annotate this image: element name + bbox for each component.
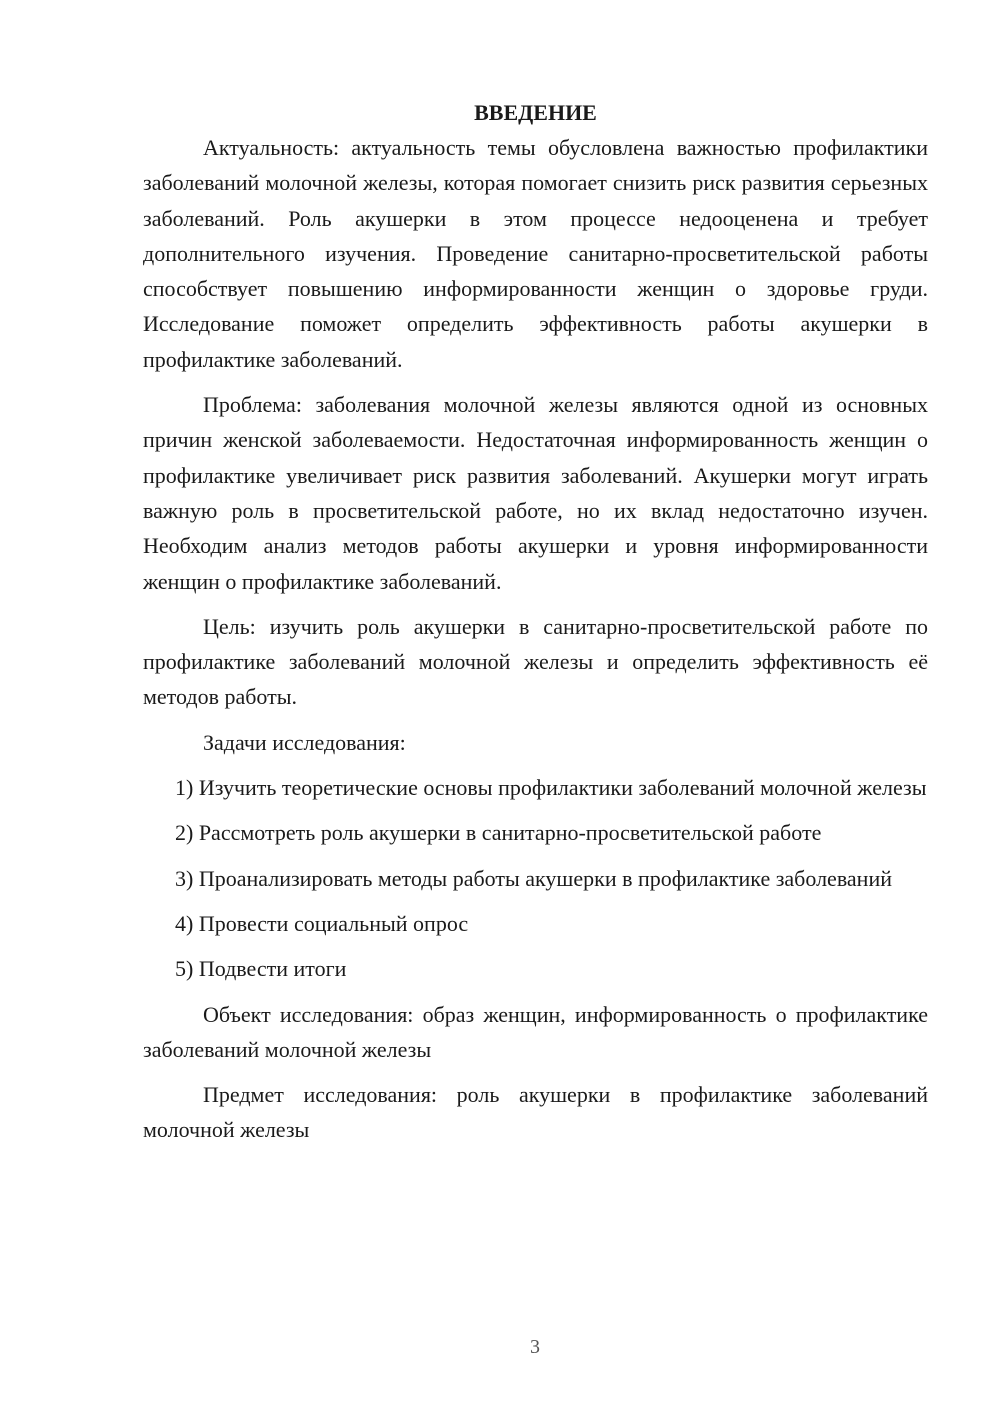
goal-paragraph: Цель: изучить роль акушерки в санитарно-просветительской работе по профилактике заболеваний молочной железы и определить эффективность её методов работы. [143, 613, 928, 710]
list-item: 3) Проанализировать методы работы акушерки в профилактике заболеваний [175, 865, 892, 891]
list-item: 1) Изучить теоретические основы профилактики заболеваний молочной железы [175, 775, 927, 801]
list-item: 5) Подвести итоги [175, 956, 347, 982]
tasks-list [143, 770, 928, 986]
page-number: 3 [530, 1336, 540, 1358]
subject-paragraph: Предмет исследования: роль акушерки в профилактике заболеваний молочной железы [143, 1082, 928, 1143]
list-item: 4) Провести социальный опрос [175, 910, 469, 936]
section-title: ВВЕДЕНИЕ [474, 100, 597, 125]
relevance-paragraph: Актуальность: актуальность темы обусловлена важностью профилактики заболеваний молочной железы, которая помогает снизить риск развития серьезных заболеваний. Роль акушерки в этом процессе недооценена и требует дополнительного изучения. Проведение санитарно-просветительской работы способствует повышению информированности женщин о здоровье груди. Исследование поможет определить эффективность работы акушерки в профилактике заболеваний. [143, 135, 928, 372]
object-paragraph: Объект исследования: образ женщин, информированность о профилактике заболеваний молочной железы [143, 1001, 928, 1062]
document-page [143, 95, 928, 1158]
list-item: 2) Рассмотреть роль акушерки в санитарно-просветительской работе [175, 820, 822, 846]
tasks-heading: Задачи исследования: [203, 729, 406, 755]
problem-paragraph: Проблема: заболевания молочной железы являются одной из основных причин женской заболеваемости. Недостаточная информированность женщин о профилактике увеличивает риск развития заболеваний. Акушерки могут играть важную роль в просветительской работе, но их вклад недостаточно изучен. Необходим анализ методов работы акушерки и уровня информированности женщин о профилактике заболеваний. [143, 392, 928, 594]
